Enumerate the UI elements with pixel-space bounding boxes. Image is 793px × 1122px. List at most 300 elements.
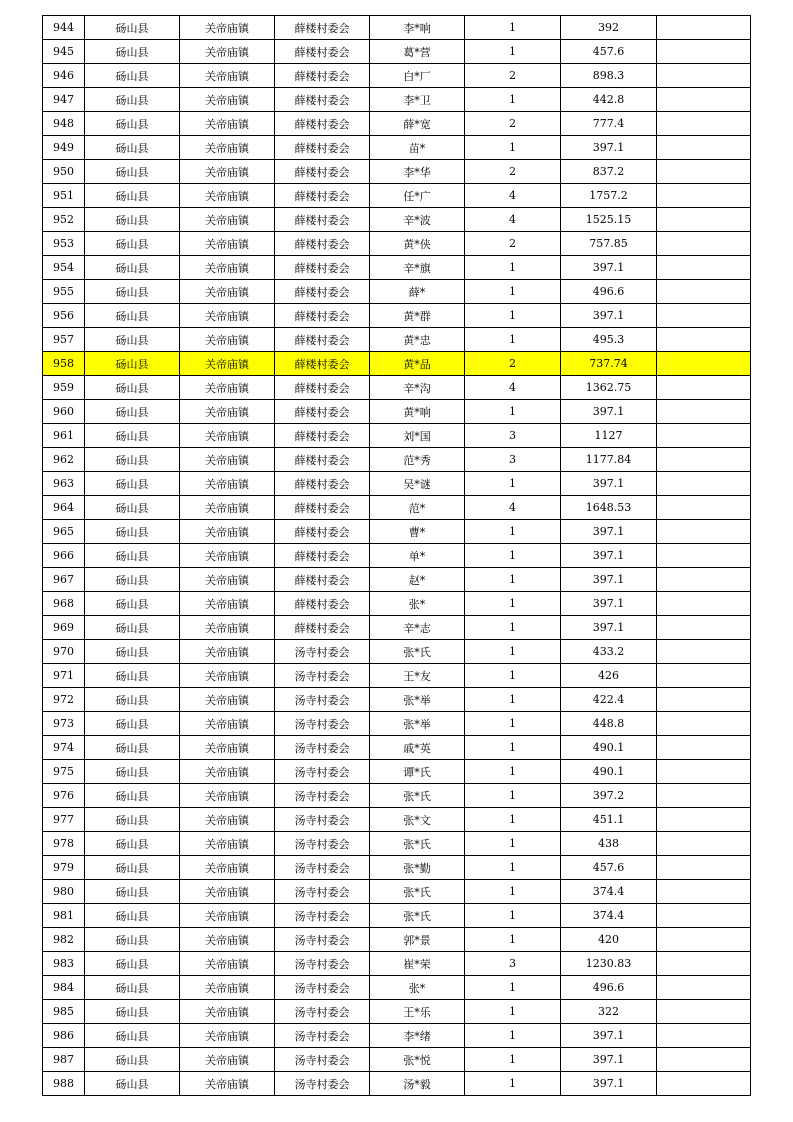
table-row — [43, 808, 751, 832]
county-cell: 砀山县 — [85, 784, 180, 808]
amount-cell: 374.4 — [561, 904, 657, 928]
count-cell: 1 — [465, 400, 561, 424]
name-cell: 黄*响 — [370, 400, 465, 424]
amount-cell: 397.2 — [561, 784, 657, 808]
row-number-cell: 973 — [43, 712, 85, 736]
county-cell: 砀山县 — [85, 136, 180, 160]
village-cell: 薛楼村委会 — [275, 520, 370, 544]
row-number-cell: 948 — [43, 112, 85, 136]
row-number-cell: 982 — [43, 928, 85, 952]
name-cell: 李*响 — [370, 16, 465, 40]
town-cell: 关帝庙镇 — [180, 1048, 275, 1072]
county-cell: 砀山县 — [85, 952, 180, 976]
name-cell: 张* — [370, 592, 465, 616]
amount-cell: 322 — [561, 1000, 657, 1024]
note-cell — [657, 904, 751, 928]
name-cell: 辛*沟 — [370, 376, 465, 400]
count-cell: 1 — [465, 1000, 561, 1024]
table-row — [43, 376, 751, 400]
village-cell: 汤寺村委会 — [275, 688, 370, 712]
name-cell: 郭*景 — [370, 928, 465, 952]
village-cell: 薛楼村委会 — [275, 400, 370, 424]
count-cell: 1 — [465, 760, 561, 784]
note-cell — [657, 256, 751, 280]
village-cell: 薛楼村委会 — [275, 16, 370, 40]
count-cell: 2 — [465, 232, 561, 256]
table-row — [43, 136, 751, 160]
count-cell: 1 — [465, 880, 561, 904]
village-cell: 薛楼村委会 — [275, 352, 370, 376]
town-cell: 关帝庙镇 — [180, 136, 275, 160]
row-number-cell: 978 — [43, 832, 85, 856]
row-number-cell: 967 — [43, 568, 85, 592]
note-cell — [657, 688, 751, 712]
county-cell: 砀山县 — [85, 832, 180, 856]
town-cell: 关帝庙镇 — [180, 712, 275, 736]
table-row — [43, 112, 751, 136]
row-number-cell: 972 — [43, 688, 85, 712]
county-cell: 砀山县 — [85, 568, 180, 592]
note-cell — [657, 760, 751, 784]
row-number-cell: 980 — [43, 880, 85, 904]
count-cell: 1 — [465, 88, 561, 112]
amount-cell: 397.1 — [561, 472, 657, 496]
note-cell — [657, 1000, 751, 1024]
note-cell — [657, 1048, 751, 1072]
name-cell: 黄*侠 — [370, 232, 465, 256]
amount-cell: 496.6 — [561, 280, 657, 304]
table-row — [43, 256, 751, 280]
count-cell: 3 — [465, 952, 561, 976]
row-number-cell: 950 — [43, 160, 85, 184]
note-cell — [657, 64, 751, 88]
name-cell: 谭*氏 — [370, 760, 465, 784]
row-number-cell: 984 — [43, 976, 85, 1000]
note-cell — [657, 496, 751, 520]
count-cell: 1 — [465, 832, 561, 856]
county-cell: 砀山县 — [85, 424, 180, 448]
county-cell: 砀山县 — [85, 160, 180, 184]
count-cell: 1 — [465, 616, 561, 640]
note-cell — [657, 40, 751, 64]
row-number-cell: 985 — [43, 1000, 85, 1024]
table-row — [43, 40, 751, 64]
village-cell: 汤寺村委会 — [275, 1048, 370, 1072]
table-row — [43, 208, 751, 232]
county-cell: 砀山县 — [85, 328, 180, 352]
town-cell: 关帝庙镇 — [180, 496, 275, 520]
note-cell — [657, 616, 751, 640]
town-cell: 关帝庙镇 — [180, 376, 275, 400]
town-cell: 关帝庙镇 — [180, 40, 275, 64]
note-cell — [657, 1072, 751, 1096]
amount-cell: 1127 — [561, 424, 657, 448]
row-number-cell: 977 — [43, 808, 85, 832]
row-number-cell: 970 — [43, 640, 85, 664]
row-number-cell: 965 — [43, 520, 85, 544]
count-cell: 1 — [465, 520, 561, 544]
count-cell: 2 — [465, 352, 561, 376]
row-number-cell: 960 — [43, 400, 85, 424]
table-row — [43, 736, 751, 760]
note-cell — [657, 736, 751, 760]
town-cell: 关帝庙镇 — [180, 640, 275, 664]
village-cell: 薛楼村委会 — [275, 376, 370, 400]
amount-cell: 397.1 — [561, 136, 657, 160]
table-row — [43, 184, 751, 208]
row-number-cell: 946 — [43, 64, 85, 88]
note-cell — [657, 880, 751, 904]
name-cell: 张* — [370, 976, 465, 1000]
village-cell: 汤寺村委会 — [275, 856, 370, 880]
amount-cell: 1757.2 — [561, 184, 657, 208]
county-cell: 砀山县 — [85, 712, 180, 736]
county-cell: 砀山县 — [85, 1048, 180, 1072]
town-cell: 关帝庙镇 — [180, 88, 275, 112]
town-cell: 关帝庙镇 — [180, 64, 275, 88]
village-cell: 汤寺村委会 — [275, 808, 370, 832]
note-cell — [657, 568, 751, 592]
village-cell: 薛楼村委会 — [275, 424, 370, 448]
data-table — [42, 15, 751, 1096]
note-cell — [657, 328, 751, 352]
village-cell: 汤寺村委会 — [275, 712, 370, 736]
village-cell: 薛楼村委会 — [275, 64, 370, 88]
name-cell: 辛*志 — [370, 616, 465, 640]
name-cell: 李*华 — [370, 160, 465, 184]
name-cell: 黄*群 — [370, 304, 465, 328]
county-cell: 砀山县 — [85, 304, 180, 328]
village-cell: 薛楼村委会 — [275, 184, 370, 208]
amount-cell: 397.1 — [561, 544, 657, 568]
note-cell — [657, 424, 751, 448]
county-cell: 砀山县 — [85, 592, 180, 616]
village-cell: 薛楼村委会 — [275, 328, 370, 352]
count-cell: 1 — [465, 640, 561, 664]
amount-cell: 490.1 — [561, 760, 657, 784]
name-cell: 单* — [370, 544, 465, 568]
table-row — [43, 688, 751, 712]
amount-cell: 397.1 — [561, 304, 657, 328]
village-cell: 薛楼村委会 — [275, 256, 370, 280]
note-cell — [657, 640, 751, 664]
table-row — [43, 976, 751, 1000]
table-row — [43, 328, 751, 352]
amount-cell: 1525.15 — [561, 208, 657, 232]
town-cell: 关帝庙镇 — [180, 544, 275, 568]
row-number-cell: 954 — [43, 256, 85, 280]
town-cell: 关帝庙镇 — [180, 688, 275, 712]
amount-cell: 392 — [561, 16, 657, 40]
county-cell: 砀山县 — [85, 1072, 180, 1096]
count-cell: 4 — [465, 184, 561, 208]
village-cell: 汤寺村委会 — [275, 760, 370, 784]
table-row — [43, 568, 751, 592]
town-cell: 关帝庙镇 — [180, 328, 275, 352]
village-cell: 汤寺村委会 — [275, 976, 370, 1000]
count-cell: 2 — [465, 112, 561, 136]
table-row — [43, 160, 751, 184]
county-cell: 砀山县 — [85, 352, 180, 376]
county-cell: 砀山县 — [85, 736, 180, 760]
note-cell — [657, 664, 751, 688]
county-cell: 砀山县 — [85, 520, 180, 544]
name-cell: 白*厂 — [370, 64, 465, 88]
name-cell: 苗* — [370, 136, 465, 160]
town-cell: 关帝庙镇 — [180, 904, 275, 928]
county-cell: 砀山县 — [85, 40, 180, 64]
amount-cell: 898.3 — [561, 64, 657, 88]
note-cell — [657, 184, 751, 208]
count-cell: 1 — [465, 808, 561, 832]
village-cell: 薛楼村委会 — [275, 136, 370, 160]
town-cell: 关帝庙镇 — [180, 616, 275, 640]
note-cell — [657, 592, 751, 616]
village-cell: 汤寺村委会 — [275, 664, 370, 688]
row-number-cell: 959 — [43, 376, 85, 400]
amount-cell: 397.1 — [561, 1072, 657, 1096]
name-cell: 赵* — [370, 568, 465, 592]
town-cell: 关帝庙镇 — [180, 784, 275, 808]
note-cell — [657, 376, 751, 400]
county-cell: 砀山县 — [85, 880, 180, 904]
note-cell — [657, 352, 751, 376]
table-row — [43, 520, 751, 544]
count-cell: 1 — [465, 472, 561, 496]
name-cell: 吴*谜 — [370, 472, 465, 496]
row-number-cell: 949 — [43, 136, 85, 160]
village-cell: 汤寺村委会 — [275, 1072, 370, 1096]
count-cell: 1 — [465, 1048, 561, 1072]
town-cell: 关帝庙镇 — [180, 808, 275, 832]
row-number-cell: 986 — [43, 1024, 85, 1048]
count-cell: 1 — [465, 664, 561, 688]
count-cell: 1 — [465, 712, 561, 736]
name-cell: 李*绪 — [370, 1024, 465, 1048]
row-number-cell: 968 — [43, 592, 85, 616]
amount-cell: 397.1 — [561, 400, 657, 424]
town-cell: 关帝庙镇 — [180, 856, 275, 880]
town-cell: 关帝庙镇 — [180, 112, 275, 136]
name-cell: 黄*忠 — [370, 328, 465, 352]
note-cell — [657, 136, 751, 160]
table-row — [43, 760, 751, 784]
row-number-cell: 953 — [43, 232, 85, 256]
town-cell: 关帝庙镇 — [180, 352, 275, 376]
count-cell: 1 — [465, 928, 561, 952]
name-cell: 李*卫 — [370, 88, 465, 112]
town-cell: 关帝庙镇 — [180, 880, 275, 904]
village-cell: 汤寺村委会 — [275, 1024, 370, 1048]
amount-cell: 837.2 — [561, 160, 657, 184]
table-row — [43, 928, 751, 952]
note-cell — [657, 88, 751, 112]
name-cell: 张*举 — [370, 688, 465, 712]
town-cell: 关帝庙镇 — [180, 1072, 275, 1096]
village-cell: 薛楼村委会 — [275, 472, 370, 496]
count-cell: 1 — [465, 1024, 561, 1048]
county-cell: 砀山县 — [85, 256, 180, 280]
table-row — [43, 1048, 751, 1072]
amount-cell: 451.1 — [561, 808, 657, 832]
count-cell: 1 — [465, 976, 561, 1000]
amount-cell: 457.6 — [561, 856, 657, 880]
county-cell: 砀山县 — [85, 976, 180, 1000]
note-cell — [657, 952, 751, 976]
name-cell: 范* — [370, 496, 465, 520]
table-row — [43, 400, 751, 424]
table-row — [43, 784, 751, 808]
note-cell — [657, 544, 751, 568]
amount-cell: 397.1 — [561, 520, 657, 544]
amount-cell: 457.6 — [561, 40, 657, 64]
table-row — [43, 616, 751, 640]
town-cell: 关帝庙镇 — [180, 16, 275, 40]
row-number-cell: 961 — [43, 424, 85, 448]
town-cell: 关帝庙镇 — [180, 256, 275, 280]
town-cell: 关帝庙镇 — [180, 448, 275, 472]
row-number-cell: 976 — [43, 784, 85, 808]
note-cell — [657, 976, 751, 1000]
village-cell: 汤寺村委会 — [275, 952, 370, 976]
name-cell: 任*广 — [370, 184, 465, 208]
row-number-cell: 956 — [43, 304, 85, 328]
row-number-cell: 958 — [43, 352, 85, 376]
village-cell: 汤寺村委会 — [275, 1000, 370, 1024]
county-cell: 砀山县 — [85, 496, 180, 520]
table-row — [43, 832, 751, 856]
row-number-cell: 952 — [43, 208, 85, 232]
county-cell: 砀山县 — [85, 376, 180, 400]
name-cell: 王*友 — [370, 664, 465, 688]
note-cell — [657, 712, 751, 736]
table-row — [43, 1072, 751, 1096]
county-cell: 砀山县 — [85, 64, 180, 88]
amount-cell: 1362.75 — [561, 376, 657, 400]
table-row — [43, 544, 751, 568]
count-cell: 1 — [465, 736, 561, 760]
amount-cell: 397.1 — [561, 616, 657, 640]
row-number-cell: 966 — [43, 544, 85, 568]
name-cell: 曹* — [370, 520, 465, 544]
county-cell: 砀山县 — [85, 928, 180, 952]
town-cell: 关帝庙镇 — [180, 1000, 275, 1024]
county-cell: 砀山县 — [85, 232, 180, 256]
count-cell: 1 — [465, 280, 561, 304]
village-cell: 汤寺村委会 — [275, 832, 370, 856]
note-cell — [657, 16, 751, 40]
county-cell: 砀山县 — [85, 1024, 180, 1048]
amount-cell: 442.8 — [561, 88, 657, 112]
village-cell: 薛楼村委会 — [275, 496, 370, 520]
note-cell — [657, 784, 751, 808]
row-number-cell: 979 — [43, 856, 85, 880]
town-cell: 关帝庙镇 — [180, 400, 275, 424]
name-cell: 葛*营 — [370, 40, 465, 64]
row-number-cell: 971 — [43, 664, 85, 688]
town-cell: 关帝庙镇 — [180, 760, 275, 784]
amount-cell: 397.1 — [561, 568, 657, 592]
amount-cell: 448.8 — [561, 712, 657, 736]
count-cell: 2 — [465, 64, 561, 88]
town-cell: 关帝庙镇 — [180, 232, 275, 256]
table-row — [43, 592, 751, 616]
count-cell: 1 — [465, 904, 561, 928]
village-cell: 薛楼村委会 — [275, 112, 370, 136]
amount-cell: 1177.84 — [561, 448, 657, 472]
county-cell: 砀山县 — [85, 112, 180, 136]
table-row — [43, 88, 751, 112]
amount-cell: 397.1 — [561, 1024, 657, 1048]
note-cell — [657, 520, 751, 544]
village-cell: 薛楼村委会 — [275, 544, 370, 568]
village-cell: 薛楼村委会 — [275, 616, 370, 640]
town-cell: 关帝庙镇 — [180, 592, 275, 616]
town-cell: 关帝庙镇 — [180, 664, 275, 688]
village-cell: 汤寺村委会 — [275, 736, 370, 760]
town-cell: 关帝庙镇 — [180, 928, 275, 952]
town-cell: 关帝庙镇 — [180, 208, 275, 232]
count-cell: 1 — [465, 1072, 561, 1096]
town-cell: 关帝庙镇 — [180, 280, 275, 304]
count-cell: 1 — [465, 568, 561, 592]
table-row — [43, 640, 751, 664]
table-row — [43, 496, 751, 520]
note-cell — [657, 112, 751, 136]
county-cell: 砀山县 — [85, 616, 180, 640]
village-cell: 薛楼村委会 — [275, 160, 370, 184]
amount-cell: 397.1 — [561, 592, 657, 616]
county-cell: 砀山县 — [85, 208, 180, 232]
note-cell — [657, 472, 751, 496]
village-cell: 汤寺村委会 — [275, 928, 370, 952]
table-row — [43, 232, 751, 256]
name-cell: 汤*毅 — [370, 1072, 465, 1096]
count-cell: 1 — [465, 40, 561, 64]
name-cell: 戚*英 — [370, 736, 465, 760]
county-cell: 砀山县 — [85, 16, 180, 40]
count-cell: 4 — [465, 208, 561, 232]
name-cell: 张*勤 — [370, 856, 465, 880]
village-cell: 薛楼村委会 — [275, 232, 370, 256]
row-number-cell: 981 — [43, 904, 85, 928]
county-cell: 砀山县 — [85, 472, 180, 496]
note-cell — [657, 160, 751, 184]
name-cell: 黄*品 — [370, 352, 465, 376]
name-cell: 辛*波 — [370, 208, 465, 232]
amount-cell: 495.3 — [561, 328, 657, 352]
count-cell: 1 — [465, 328, 561, 352]
village-cell: 薛楼村委会 — [275, 208, 370, 232]
note-cell — [657, 304, 751, 328]
amount-cell: 433.2 — [561, 640, 657, 664]
row-number-cell: 945 — [43, 40, 85, 64]
village-cell: 汤寺村委会 — [275, 784, 370, 808]
table-row — [43, 904, 751, 928]
table-row — [43, 280, 751, 304]
count-cell: 1 — [465, 16, 561, 40]
note-cell — [657, 832, 751, 856]
amount-cell: 757.85 — [561, 232, 657, 256]
county-cell: 砀山县 — [85, 808, 180, 832]
note-cell — [657, 208, 751, 232]
amount-cell: 374.4 — [561, 880, 657, 904]
amount-cell: 397.1 — [561, 256, 657, 280]
county-cell: 砀山县 — [85, 544, 180, 568]
row-number-cell: 987 — [43, 1048, 85, 1072]
name-cell: 刘*国 — [370, 424, 465, 448]
note-cell — [657, 448, 751, 472]
